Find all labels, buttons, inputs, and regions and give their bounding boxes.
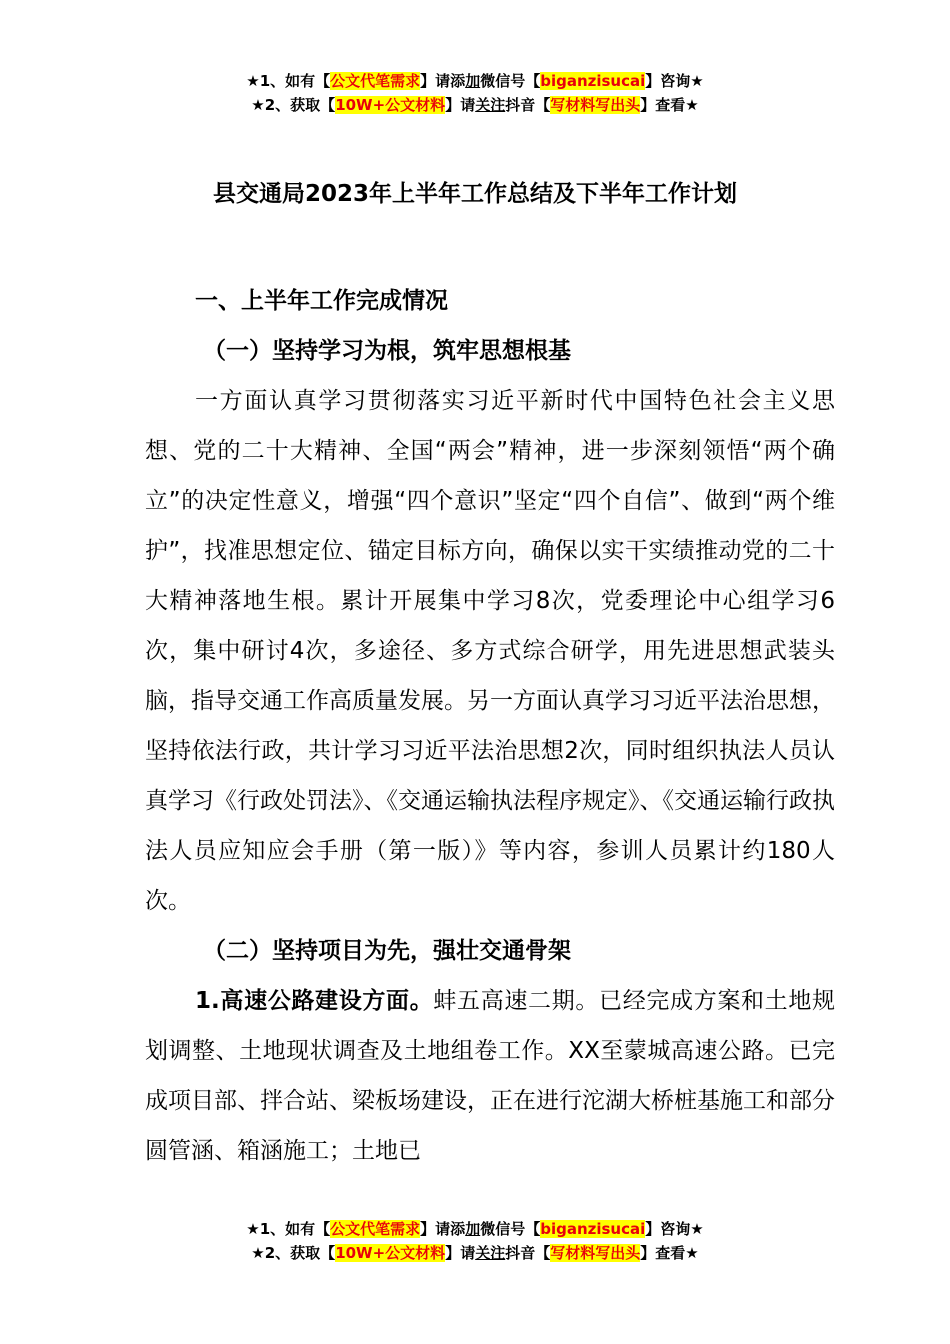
footer-ad-line1-highlight-wechat: biganzisucai (540, 1220, 646, 1238)
header-ad-banner (0, 69, 950, 117)
subsection-heading-1: （一）坚持学习为根，筑牢思想根基 (203, 338, 571, 364)
paragraph-study: 一方面认真学习贯彻落实习近平新时代中国特色社会主义思想、党的二十大精神、全国“两会”精神，进一步深刻领悟“两个确立”的决定性意义，增强“四个意识”坚定“四个自信”、做到“两个维护”，找准思想定位、锚定目标方向，确保以实干实绩推动党的二十大精神落地生根。累计开展集中学习8次，党委理论中心组学习6次，集中研讨4次，多途径、多方式综合研学，用先进思想武装头脑，指导交通工作高质量发展。另一方面认真学习习近平法治思想，坚持依法行政，共计学习习近平法治思想2次，同时组织执法人员认真学习《行政处罚法》、《交通运输执法程序规定》、《交通运输行政执法人员应知应会手册（第一版）》等内容，参训人员累计约180人次。 (145, 388, 835, 914)
footer-ad-line2-middle2: 抖音【 (505, 1244, 551, 1262)
ad-line-1 (0, 69, 950, 93)
paragraph-highway (145, 976, 835, 1176)
ad-line-2 (0, 93, 950, 117)
ad-line1-suffix: 】咨询★ (645, 72, 704, 90)
ad-line2-suffix: 】查看★ (640, 96, 699, 114)
footer-ad-line2-highlight-douyin: 写材料写出头 (550, 1244, 641, 1262)
footer-ad-line2-prefix: ★2、获取【 (251, 1244, 336, 1262)
ad-line2-highlight-douyin: 写材料写出头 (550, 96, 641, 114)
ad-line2-prefix: ★2、获取【 (251, 96, 336, 114)
footer-ad-banner (0, 1217, 950, 1265)
subsection-heading-2: （二）坚持项目为先，强壮交通骨架 (203, 938, 571, 964)
footer-ad-line2-emphasis: 关注 (475, 1244, 506, 1262)
ad-line1-middle: 】请添 (420, 72, 466, 90)
ad-line1-prefix: ★1、如有【 (246, 72, 331, 90)
document-title: 县交通局2023年上半年工作总结及下半年工作计划 (212, 181, 737, 207)
paragraph-highway-text: 蚌五高速二期。已经完成方案和土地规划调整、土地现状调查及土地组卷工作。XX至蒙城高速公路。已完成项目部、拌合站、梁板场建设，正在进行沱湖大桥桩基施工和部分圆管涵、箱涵施工；土地已 (145, 988, 836, 1164)
footer-ad-line1-highlight-service: 公文代笔需求 (330, 1220, 421, 1238)
ad-line2-highlight-materials: 10W+公文材料 (335, 96, 446, 114)
footer-ad-line2-middle: 】请 (445, 1244, 476, 1262)
footer-ad-line-2 (0, 1241, 950, 1265)
footer-ad-line1-middle: 】请添 (420, 1220, 466, 1238)
ad-line1-highlight-service: 公文代笔需求 (330, 72, 421, 90)
footer-ad-line1-emphasis: 加 (465, 1220, 481, 1238)
ad-line1-emphasis: 加 (465, 72, 481, 90)
ad-line2-middle2: 抖音【 (505, 96, 551, 114)
ad-line2-emphasis: 关注 (475, 96, 506, 114)
footer-ad-line2-highlight-materials: 10W+公文材料 (335, 1244, 446, 1262)
footer-ad-line2-suffix: 】查看★ (640, 1244, 699, 1262)
paragraph-highway-lead: 1.高速公路建设方面。 (195, 988, 434, 1014)
footer-ad-line1-prefix: ★1、如有【 (246, 1220, 331, 1238)
footer-ad-line1-suffix: 】咨询★ (645, 1220, 704, 1238)
ad-line1-highlight-wechat: biganzisucai (540, 72, 646, 90)
footer-ad-line-1 (0, 1217, 950, 1241)
ad-line2-middle: 】请 (445, 96, 476, 114)
document-body (145, 276, 835, 1176)
section-heading-1: 一、上半年工作完成情况 (195, 288, 448, 314)
ad-line1-middle2: 微信号【 (480, 72, 541, 90)
footer-ad-line1-middle2: 微信号【 (480, 1220, 541, 1238)
